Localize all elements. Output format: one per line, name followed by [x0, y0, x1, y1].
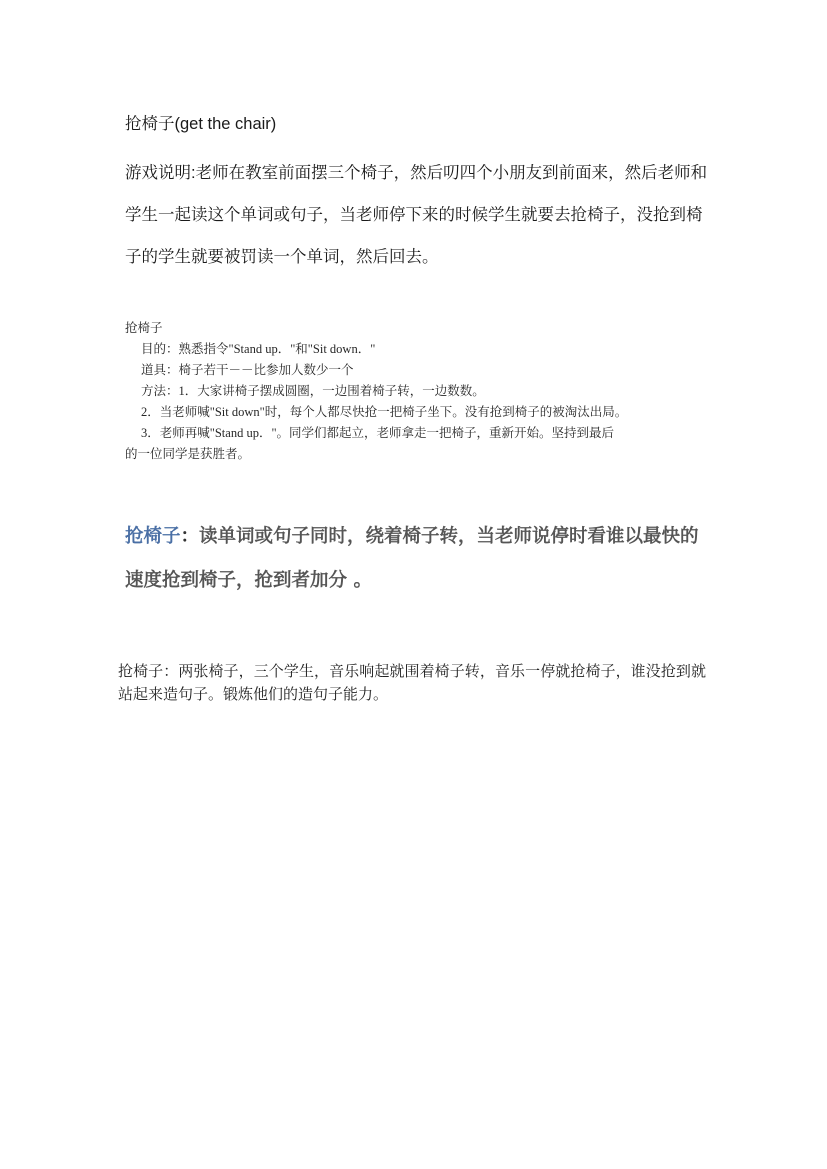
game-section-get-the-chair — [125, 112, 715, 278]
game-section-rules — [125, 318, 710, 465]
game-description: 游戏说明:老师在教室前面摆三个椅子，然后叨四个小朋友到前面来，然后老师和学生一起读这个单词或句子，当老师停下来的时候学生就要去抢椅子，没抢到椅子的学生就要被罚读一个单词，然后回去。 — [125, 164, 708, 266]
keyword-label: 抢椅子 — [125, 526, 181, 547]
method-step-3-continued: 的一位同学是获胜者。 — [125, 447, 251, 461]
section-title: 抢椅子 — [125, 321, 163, 335]
game-section-sentence-practice — [118, 661, 706, 707]
keyword-colon: ： — [180, 526, 200, 547]
props-line: 道具：椅子若干－－比参加人数少一个 — [141, 363, 354, 377]
game-section-highlight — [125, 515, 715, 603]
method-step-1: 方法：1．大家讲椅子摆成圆圈，一边围着椅子转，一边数数。 — [141, 384, 485, 398]
method-step-2: 2．当老师喊"Sit down"时，每个人都尽快抢一把椅子坐下。没有抢到椅子的被淘汰出局。 — [141, 405, 628, 419]
purpose-line: 目的：熟悉指令"Stand up．"和"Sit down．" — [141, 342, 376, 356]
practice-paragraph: 抢椅子：两张椅子，三个学生，音乐响起就围着椅子转，音乐一停就抢椅子，谁没抢到就站起来造句子。锻炼他们的造句子能力。 — [118, 664, 706, 703]
section-title: 抢椅子(get the chair) — [125, 115, 277, 133]
method-step-3: 3．老师再喊"Stand up．"。同学们都起立，老师拿走一把椅子，重新开始。坚持到最后 — [141, 426, 615, 440]
highlight-text: 读单词或句子同时，绕着椅子转，当老师说停时看谁以最快的速度抢到椅子，抢到者加分 。 — [125, 526, 699, 591]
